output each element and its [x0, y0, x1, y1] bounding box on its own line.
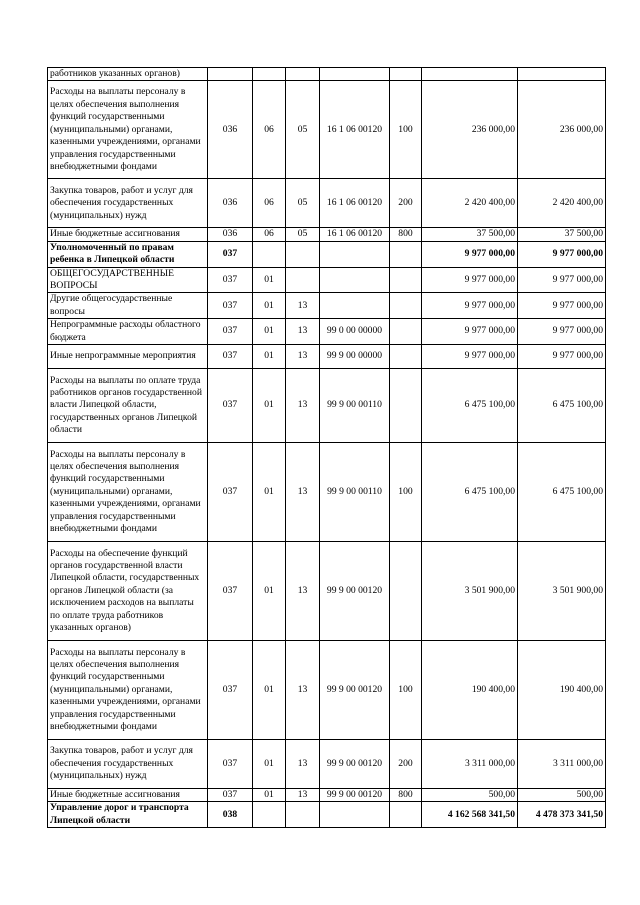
row-csr-code: 99 9 00 00000 [320, 345, 390, 369]
row-rz-code: 01 [253, 789, 286, 802]
row-pr-code [286, 241, 320, 267]
row-pr-code [286, 267, 320, 293]
table-row [48, 345, 606, 369]
row-name: Иные непрограммные мероприятия [48, 345, 208, 369]
table-row [48, 241, 606, 267]
row-csr-code [320, 802, 390, 828]
row-vr-code [390, 267, 422, 293]
row-csr-code: 16 1 06 00120 [320, 179, 390, 228]
row-sum-second [518, 68, 606, 81]
row-pr-code: 05 [286, 81, 320, 179]
row-gr-code: 037 [208, 789, 253, 802]
row-gr-code: 038 [208, 802, 253, 828]
table-row [48, 68, 606, 81]
row-name: Иные бюджетные ассигнования [48, 228, 208, 241]
table-row [48, 740, 606, 789]
row-name: Расходы на обеспечение функций органов государственной власти Липецкой области, государственных органов Липецкой области (за исключением расходов на выплаты по оплате труда работников указанных органов) [48, 542, 208, 641]
table-row [48, 267, 606, 293]
row-rz-code: 01 [253, 267, 286, 293]
table-row [48, 81, 606, 179]
row-rz-code: 01 [253, 293, 286, 319]
row-name: Закупка товаров, работ и услуг для обеспечения государственных (муниципальных) нужд [48, 179, 208, 228]
row-vr-code [390, 319, 422, 345]
row-name: Расходы на выплаты персоналу в целях обеспечения выполнения функций государственными (муниципальными) органами, казенными учреждениями, органами управления государственными внебюджетными фондами [48, 81, 208, 179]
row-vr-code [390, 293, 422, 319]
row-sum-first: 6 475 100,00 [422, 443, 518, 542]
row-gr-code: 037 [208, 241, 253, 267]
row-sum-first: 500,00 [422, 789, 518, 802]
row-sum-second: 9 977 000,00 [518, 267, 606, 293]
row-csr-code: 16 1 06 00120 [320, 81, 390, 179]
row-name: Закупка товаров, работ и услуг для обеспечения государственных (муниципальных) нужд [48, 740, 208, 789]
row-csr-code: 99 9 00 00110 [320, 369, 390, 443]
row-csr-code: 99 9 00 00120 [320, 789, 390, 802]
row-gr-code: 037 [208, 369, 253, 443]
row-rz-code [253, 241, 286, 267]
row-rz-code: 01 [253, 443, 286, 542]
table-row [48, 789, 606, 802]
row-sum-first: 236 000,00 [422, 81, 518, 179]
table-row [48, 802, 606, 828]
row-pr-code: 13 [286, 345, 320, 369]
row-pr-code: 13 [286, 293, 320, 319]
table-row [48, 641, 606, 740]
table-row [48, 293, 606, 319]
row-sum-first: 37 500,00 [422, 228, 518, 241]
row-csr-code: 99 9 00 00120 [320, 740, 390, 789]
row-rz-code: 01 [253, 345, 286, 369]
row-gr-code: 037 [208, 293, 253, 319]
row-name: работников указанных органов) [48, 68, 208, 81]
row-sum-second: 500,00 [518, 789, 606, 802]
row-gr-code: 037 [208, 345, 253, 369]
row-sum-first: 2 420 400,00 [422, 179, 518, 228]
row-pr-code: 13 [286, 789, 320, 802]
row-gr-code: 037 [208, 319, 253, 345]
row-sum-first [422, 68, 518, 81]
row-rz-code [253, 802, 286, 828]
row-gr-code: 037 [208, 542, 253, 641]
row-name: Расходы на выплаты персоналу в целях обеспечения выполнения функций государственными (муниципальными) органами, казенными учреждениями, органами управления государственными внебюджетными фондами [48, 443, 208, 542]
row-gr-code: 037 [208, 641, 253, 740]
row-name: Управление дорог и транспорта Липецкой области [48, 802, 208, 828]
row-rz-code: 01 [253, 740, 286, 789]
row-sum-second: 6 475 100,00 [518, 443, 606, 542]
row-sum-second: 2 420 400,00 [518, 179, 606, 228]
row-csr-code: 99 9 00 00110 [320, 443, 390, 542]
row-vr-code: 800 [390, 228, 422, 241]
row-vr-code: 800 [390, 789, 422, 802]
row-pr-code: 13 [286, 443, 320, 542]
row-rz-code: 01 [253, 369, 286, 443]
row-pr-code: 13 [286, 369, 320, 443]
row-sum-second: 9 977 000,00 [518, 241, 606, 267]
row-vr-code: 100 [390, 641, 422, 740]
table-row [48, 542, 606, 641]
row-gr-code: 037 [208, 740, 253, 789]
row-pr-code: 13 [286, 542, 320, 641]
row-name: Иные бюджетные ассигнования [48, 789, 208, 802]
row-vr-code [390, 369, 422, 443]
row-vr-code: 100 [390, 443, 422, 542]
row-name: Расходы на выплаты по оплате труда работников органов государственной власти Липецкой области, государственных органов Липецкой области [48, 369, 208, 443]
row-name: Другие общегосударственные вопросы [48, 293, 208, 319]
row-vr-code [390, 241, 422, 267]
row-gr-code: 037 [208, 267, 253, 293]
row-sum-second: 9 977 000,00 [518, 319, 606, 345]
row-pr-code [286, 802, 320, 828]
row-gr-code: 036 [208, 179, 253, 228]
row-sum-second: 6 475 100,00 [518, 369, 606, 443]
row-name: ОБЩЕГОСУДАРСТВЕННЫЕ ВОПРОСЫ [48, 267, 208, 293]
table-row [48, 369, 606, 443]
row-rz-code: 01 [253, 319, 286, 345]
row-name: Расходы на выплаты персоналу в целях обеспечения выполнения функций государственными (муниципальными) органами, казенными учреждениями, органами управления государственными внебюджетными фондами [48, 641, 208, 740]
row-name: Непрограммные расходы областного бюджета [48, 319, 208, 345]
row-csr-code [320, 293, 390, 319]
row-gr-code: 037 [208, 443, 253, 542]
row-csr-code: 16 1 06 00120 [320, 228, 390, 241]
row-gr-code: 036 [208, 81, 253, 179]
row-vr-code [390, 802, 422, 828]
row-pr-code: 05 [286, 179, 320, 228]
row-csr-code: 99 9 00 00120 [320, 542, 390, 641]
row-vr-code [390, 68, 422, 81]
row-csr-code [320, 241, 390, 267]
row-sum-first: 3 501 900,00 [422, 542, 518, 641]
row-csr-code [320, 68, 390, 81]
row-rz-code: 06 [253, 179, 286, 228]
row-sum-second: 190 400,00 [518, 641, 606, 740]
row-pr-code: 05 [286, 228, 320, 241]
row-vr-code: 200 [390, 740, 422, 789]
row-sum-second: 37 500,00 [518, 228, 606, 241]
row-gr-code [208, 68, 253, 81]
row-sum-first: 9 977 000,00 [422, 345, 518, 369]
row-gr-code: 036 [208, 228, 253, 241]
row-vr-code: 100 [390, 81, 422, 179]
row-sum-first: 3 311 000,00 [422, 740, 518, 789]
row-sum-second: 9 977 000,00 [518, 345, 606, 369]
row-vr-code [390, 542, 422, 641]
row-rz-code: 06 [253, 81, 286, 179]
row-sum-second: 4 478 373 341,50 [518, 802, 606, 828]
row-sum-first: 4 162 568 341,50 [422, 802, 518, 828]
row-rz-code [253, 68, 286, 81]
row-sum-second: 3 311 000,00 [518, 740, 606, 789]
row-sum-second: 9 977 000,00 [518, 293, 606, 319]
row-pr-code: 13 [286, 740, 320, 789]
row-sum-first: 9 977 000,00 [422, 319, 518, 345]
table-row [48, 179, 606, 228]
row-vr-code: 200 [390, 179, 422, 228]
table-row [48, 443, 606, 542]
row-sum-second: 3 501 900,00 [518, 542, 606, 641]
table-row [48, 228, 606, 241]
row-sum-first: 9 977 000,00 [422, 293, 518, 319]
row-pr-code: 13 [286, 319, 320, 345]
row-pr-code: 13 [286, 641, 320, 740]
row-sum-first: 9 977 000,00 [422, 267, 518, 293]
row-csr-code: 99 0 00 00000 [320, 319, 390, 345]
budget-table [47, 67, 606, 828]
row-rz-code: 01 [253, 641, 286, 740]
row-csr-code: 99 9 00 00120 [320, 641, 390, 740]
row-pr-code [286, 68, 320, 81]
row-vr-code [390, 345, 422, 369]
row-sum-first: 190 400,00 [422, 641, 518, 740]
table-row [48, 319, 606, 345]
row-name: Уполномоченный по правам ребенка в Липецкой области [48, 241, 208, 267]
row-rz-code: 01 [253, 542, 286, 641]
row-sum-first: 6 475 100,00 [422, 369, 518, 443]
row-sum-second: 236 000,00 [518, 81, 606, 179]
row-sum-first: 9 977 000,00 [422, 241, 518, 267]
row-rz-code: 06 [253, 228, 286, 241]
row-csr-code [320, 267, 390, 293]
